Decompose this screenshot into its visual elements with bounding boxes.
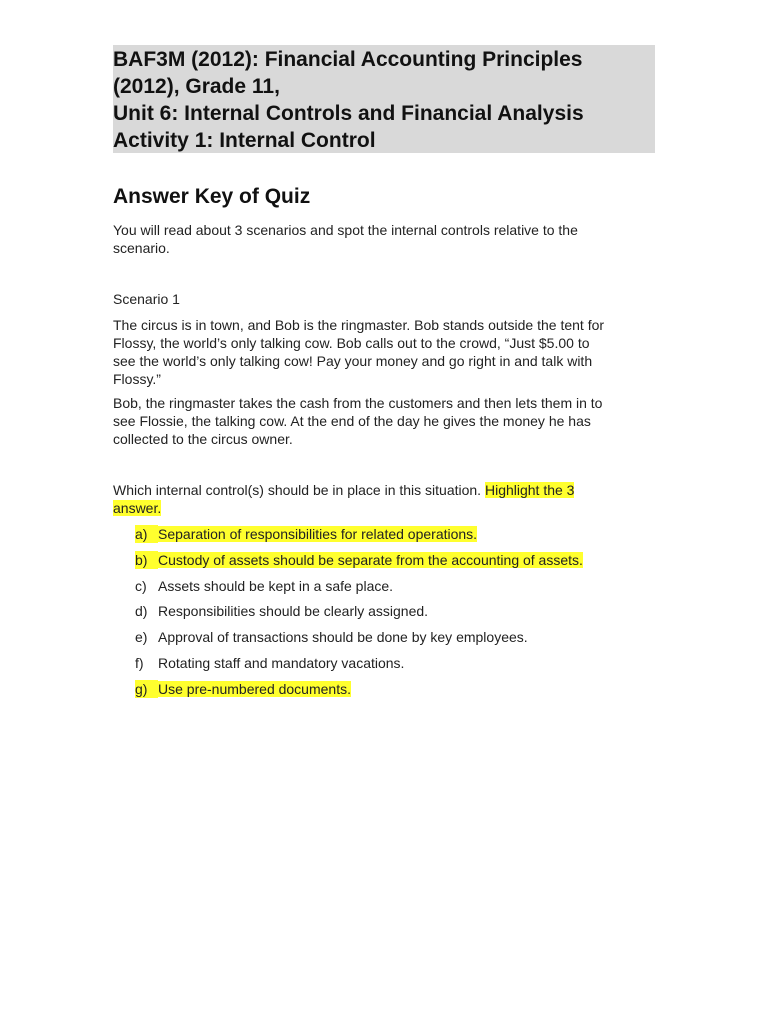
- option-e: [135, 628, 528, 646]
- option-letter: e): [135, 629, 148, 645]
- question-paragraph: [113, 481, 653, 517]
- option-text: Assets should be kept in a safe place.: [158, 578, 394, 594]
- scenario-line: Flossy.”: [113, 371, 161, 387]
- question-line: [113, 481, 653, 499]
- scenario-paragraph-1: [113, 316, 653, 388]
- scenario-line: Bob, the ringmaster takes the cash from the customers and then lets them in to: [113, 395, 603, 411]
- header-unit-line: Unit 6: Internal Controls and Financial Analysis: [113, 102, 584, 125]
- option-letter: b): [135, 551, 158, 569]
- scenario-line: Flossy, the world’s only talking cow. Bob calls out to the crowd, “Just $5.00 to: [113, 335, 590, 351]
- option-b: [135, 551, 583, 569]
- option-letter: f): [135, 655, 144, 671]
- option-letter: d): [135, 603, 148, 619]
- option-letter: c): [135, 578, 147, 594]
- option-text: Use pre-numbered documents.: [158, 681, 351, 697]
- option-text: Rotating staff and mandatory vacations.: [158, 655, 405, 671]
- option-c: [135, 577, 393, 595]
- option-text: Responsibilities should be clearly assigned.: [158, 603, 429, 619]
- question-text: Which internal control(s) should be in place in this situation.: [113, 482, 485, 498]
- option-letter: g): [135, 680, 158, 698]
- option-text: Separation of responsibilities for related operations.: [158, 526, 478, 542]
- option-letter: a): [135, 525, 158, 543]
- option-text: Custody of assets should be separate from the accounting of assets.: [158, 552, 583, 568]
- intro-paragraph: [113, 221, 653, 257]
- question-highlight: Highlight the 3: [484, 482, 575, 498]
- intro-line: You will read about 3 scenarios and spot the internal controls relative to the: [113, 222, 578, 238]
- header-activity-line: Activity 1: Internal Control: [113, 129, 376, 152]
- header-grade-line: (2012), Grade 11,: [113, 75, 280, 98]
- option-g: [135, 680, 351, 698]
- scenario-label-text: Scenario 1: [113, 291, 180, 307]
- page-title: Answer Key of Quiz: [113, 185, 311, 208]
- option-a: [135, 525, 477, 543]
- scenario-line: see Flossie, the talking cow. At the end of the day he gives the money he has: [113, 413, 591, 429]
- scenario-line: see the world’s only talking cow! Pay your money and go right in and talk with: [113, 353, 593, 369]
- question-line: [113, 499, 653, 517]
- scenario-paragraph-2: [113, 394, 653, 448]
- header-course-line: BAF3M (2012): Financial Accounting Principles: [113, 48, 583, 71]
- scenario-label: [113, 290, 653, 308]
- question-highlight: answer.: [113, 500, 162, 516]
- option-text: Approval of transactions should be done by key employees.: [158, 629, 528, 645]
- option-f: [135, 654, 404, 672]
- scenario-line: collected to the circus owner.: [113, 431, 293, 447]
- scenario-line: The circus is in town, and Bob is the ringmaster. Bob stands outside the tent for: [113, 317, 605, 333]
- intro-line: scenario.: [113, 240, 170, 256]
- option-d: [135, 602, 428, 620]
